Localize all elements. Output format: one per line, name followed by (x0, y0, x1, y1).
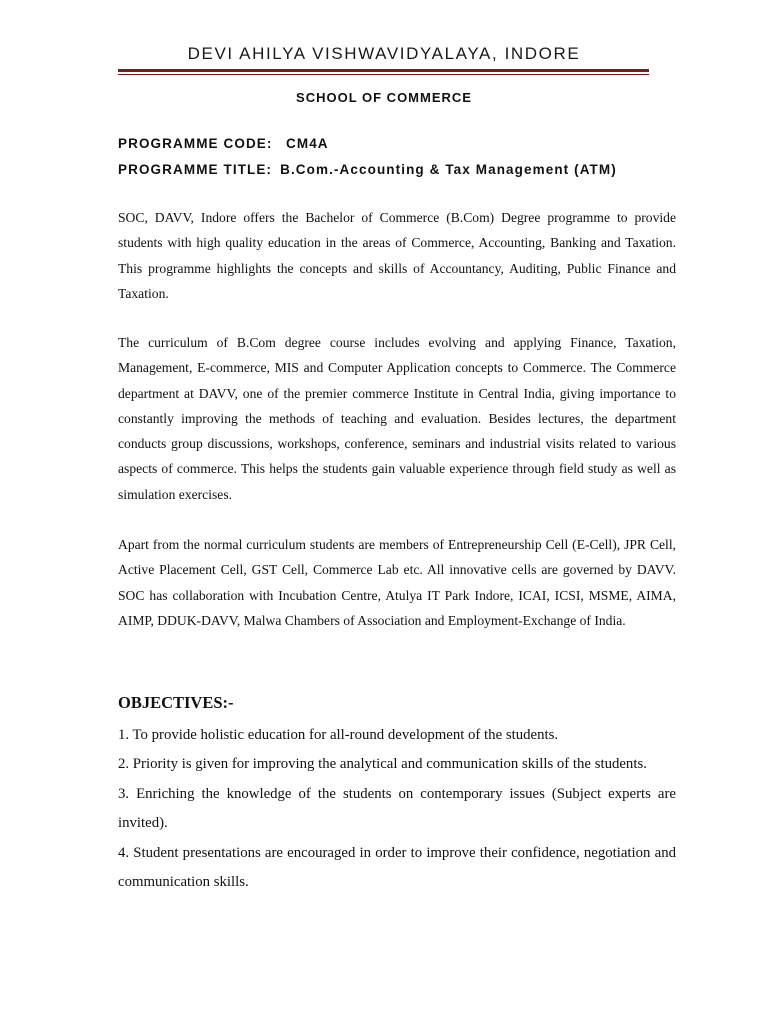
objectives-list (118, 721, 676, 897)
objective-item: 3. Enriching the knowledge of the students on contemporary issues (Subject experts are invited). (118, 785, 676, 832)
objectives-heading: OBJECTIVES:- (118, 693, 234, 712)
header-rule-thin (118, 74, 649, 75)
programme-code-label: PROGRAMME CODE: (118, 136, 273, 151)
objective-item: 1. To provide holistic education for all-round development of the students. (118, 727, 559, 743)
curriculum-paragraph: The curriculum of B.Com degree course includes evolving and applying Finance, Taxation, Management, E-commerce, MIS and Computer Application concepts to Commerce. The Commerce department at DAVV, one of the premier commerce Institute in Central India, giving importance to constantly improving the methods of teaching and evaluation. Besides lectures, the department conducts group discussions, workshops, conference, seminars and industrial visits related to various aspects of commerce. This helps the students gain valuable experience through field study as well as simulation exercises. (118, 335, 676, 502)
programme-code-value: CM4A (286, 136, 329, 151)
intro-paragraph: SOC, DAVV, Indore offers the Bachelor of Commerce (B.Com) Degree programme to provide students with high quality education in the areas of Commerce, Accounting, Banking and Taxation. This programme highlights the concepts and skills of Accountancy, Auditing, Public Finance and Taxation. (118, 210, 676, 301)
university-title: DEVI AHILYA VISHWAVIDYALAYA, INDORE (187, 44, 581, 63)
school-title: SCHOOL OF COMMERCE (296, 90, 472, 105)
programme-title-line (118, 162, 617, 177)
programme-title-value: B.Com.-Accounting & Tax Management (ATM) (280, 162, 617, 177)
programme-code-line (118, 136, 329, 151)
objective-item: 2. Priority is given for improving the analytical and communication skills of the students. (118, 756, 647, 773)
cells-paragraph: Apart from the normal curriculum students are members of Entrepreneurship Cell (E-Cell), JPR Cell, Active Placement Cell, GST Cell, Commerce Lab etc. All innovative cells are governed by DAVV. SOC has collaboration with Incubation Centre, Atulya IT Park Indore, ICAI, ICSI, MSME, AIMA, AIMP, DDUK-DAVV, Malwa Chambers of Association and Employment-Exchange of India. (118, 537, 676, 628)
objective-item: 4. Student presentations are encouraged in order to improve their confidence, negotiation and communication skills. (118, 844, 676, 891)
programme-title-label: PROGRAMME TITLE: (118, 162, 273, 177)
header-rule-thick (118, 69, 649, 72)
